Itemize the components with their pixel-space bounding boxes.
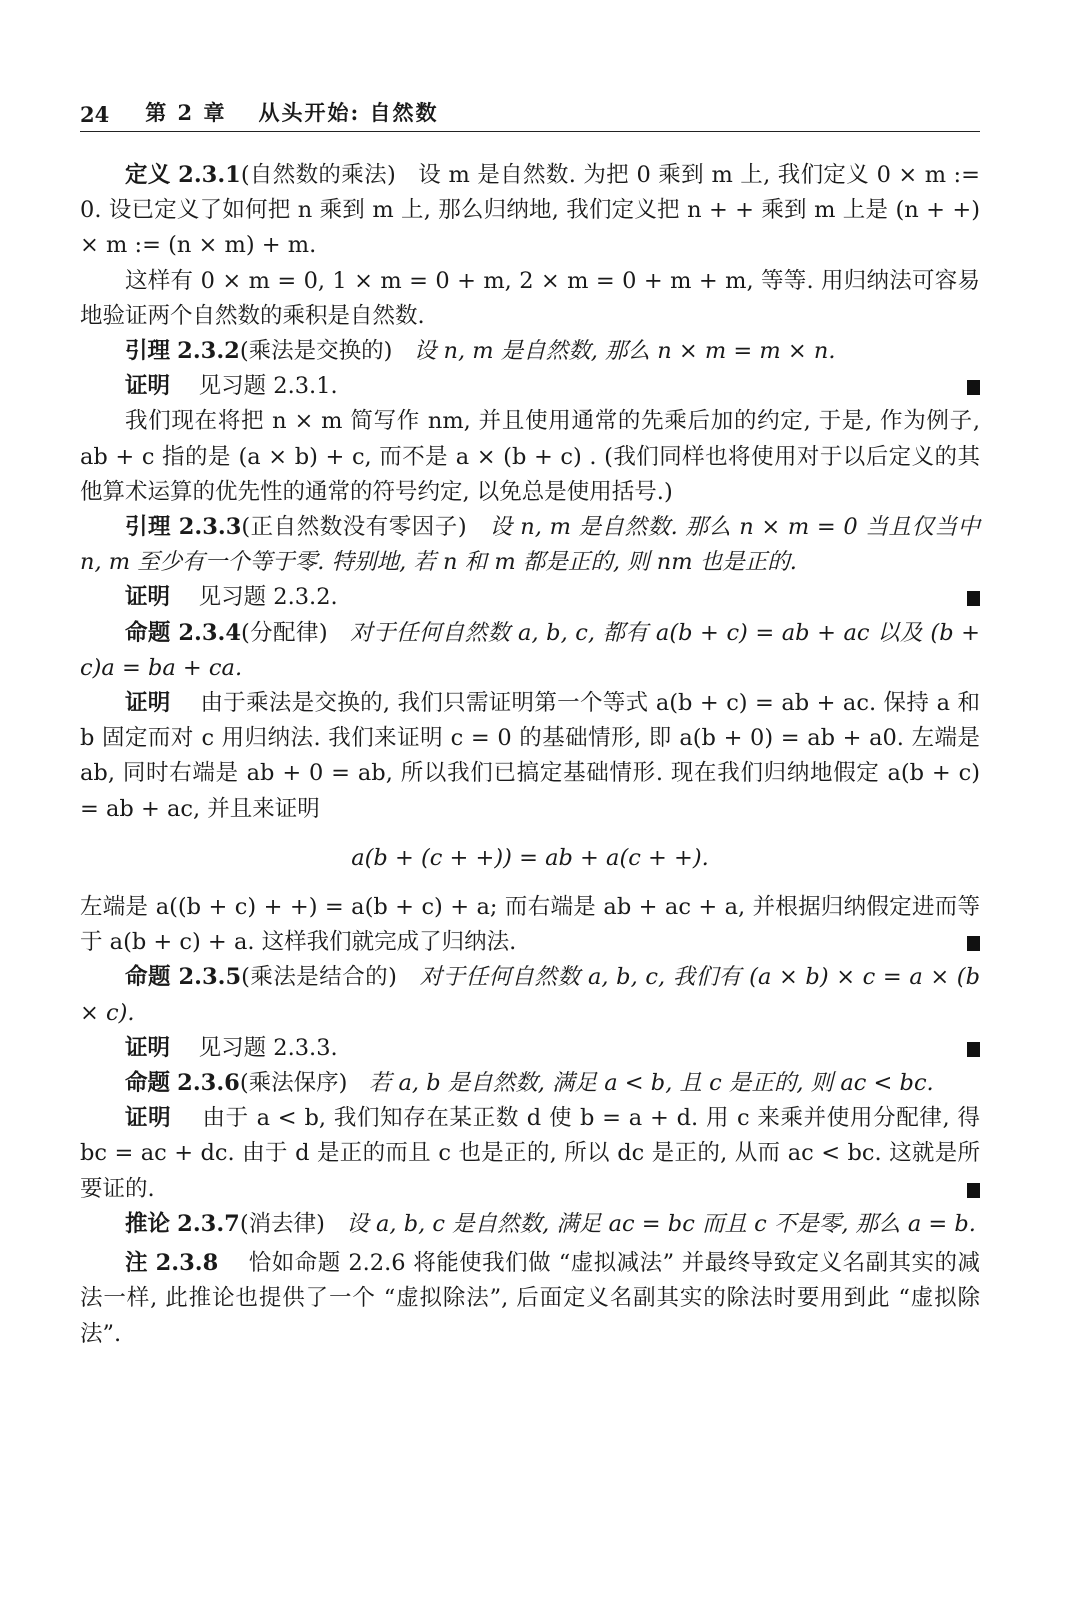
block-number: 2.3.3 [178,514,242,541]
proof-text: 见习题 2.3.3. [198,1034,338,1061]
proof-label: 证明 [125,584,171,611]
block-label: 推论 [125,1210,171,1237]
lemma-2-3-3 [80,510,980,580]
definition-2-3-1 [80,158,980,264]
block-label: 命题 [125,619,171,646]
corollary-2-3-7 [80,1207,980,1242]
block-title: (消去律) [239,1210,325,1237]
note-2-3-8 [80,1246,980,1352]
block-number: 2.3.1 [178,162,241,188]
block-text: 设 n, m 是自然数, 那么 n × m = m × n. [413,338,836,365]
proof-label: 证明 [125,1034,171,1061]
proof-text: 左端是 a((b + c) + +) = a(b + c) + a; 而右端是 ab + ac + a, 并根据归纳假定进而等于 a(b + c) + a. 这样我们就完成了归纳法. [80,894,980,956]
running-header [80,96,980,132]
block-number: 2.3.6 [177,1070,240,1097]
proposition-2-3-6 [80,1066,980,1101]
block-text: 恰如命题 2.2.6 将能使我们做 “虚拟减法” 并最终导致定义名副其实的减法一样, 此推论也提供了一个 “虚拟除法”, 后面定义名副其实的除法时要用到此 “虚拟除法”. [80,1250,980,1347]
block-title: (乘法是交换的) [239,338,393,365]
block-text: 设 a, b, c 是自然数, 满足 ac = bc 而且 c 不是零, 那么 a = b. [346,1210,976,1237]
proof-2-3-6 [80,1101,980,1207]
block-number: 2.3.2 [177,338,240,365]
block-number: 2.3.5 [178,964,242,991]
chapter-title: 从头开始: 自然数 [258,100,439,125]
page-body [80,158,980,1352]
block-text: 对于任何自然数 a, b, c, 我们有 (a × b) × c = a × (b × c). [80,964,980,1026]
proof-text: 见习题 2.3.2. [198,584,338,611]
qed-square-icon [967,1042,980,1057]
block-number: 2.3.4 [178,619,241,646]
block-title: (正自然数没有零因子) [241,514,467,541]
block-text: 设 n, m 是自然数. 那么 n × m = 0 当且仅当中 n, m 至少有一个等于零. 特别地, 若 n 和 m 都是正的, 则 nm 也是正的. [80,514,980,576]
display-equation: a(b + (c + +)) = ab + a(c + +). [351,844,709,871]
block-text: 若 a, b 是自然数, 满足 a < b, 且 c 是正的, 则 ac < bc. [368,1070,934,1097]
proof-2-3-2 [80,369,980,404]
block-label: 命题 [125,964,171,991]
proof-label: 证明 [125,690,171,717]
proof-text: 见习题 2.3.1. [198,373,338,400]
page-number: 24 [80,102,110,127]
lemma-2-3-2 [80,334,980,369]
block-label: 注 [125,1250,148,1277]
block-number: 2.3.7 [177,1210,240,1237]
proof-text: 由于乘法是交换的, 我们只需证明第一个等式 a(b + c) = ab + ac. 保持 a 和 b 固定而对 c 用归纳法. 我们来证明 c = 0 的基础情形, 即 a(b + 0) = ab + a0. 左端是 ab, 同时右端是 ab + 0 = ab, 所以我们已搞定基础情形. 现在我们归纳地假定 a(b + c) = ab + ac, 并且来证明 [80,690,981,822]
qed-square-icon [967,380,980,395]
proposition-2-3-5 [80,960,980,1030]
block-title: (乘法是结合的) [241,964,397,991]
proof-2-3-3 [80,580,980,615]
qed-square-icon [967,591,980,606]
block-label: 命题 [125,1070,171,1097]
proof-label: 证明 [125,373,171,400]
paragraph-products: 这样有 0 × m = 0, 1 × m = 0 + m, 2 × m = 0 + m + m, 等等. 用归纳法可容易地验证两个自然数的乘积是自然数. [80,267,980,329]
chapter-label: 第 2 章 [145,100,227,125]
block-number: 2.3.8 [155,1250,219,1277]
proof-2-3-5 [80,1031,980,1066]
block-label: 引理 [125,338,171,365]
block-label: 定义 [125,162,171,188]
block-title: (自然数的乘法) [240,162,396,188]
block-text: 设 m 是自然数. 为把 0 乘到 m 上, 我们定义 0 × m := 0. 设已定义了如何把 n 乘到 m 上, 那么归纳地, 我们定义把 n + + 乘到 m 上是 (n + +) × m := (n × m) + m. [80,162,980,259]
qed-square-icon [967,936,980,951]
proof-2-3-4 [80,686,980,827]
block-text: 对于任何自然数 a, b, c, 都有 a(b + c) = ab + ac 以及 (b + c)a = ba + ca. [80,619,980,681]
block-label: 引理 [125,514,172,541]
proposition-2-3-4 [80,616,980,686]
proof-2-3-4-continued [80,890,980,960]
paragraph-notation: 我们现在将把 n × m 简写作 nm, 并且使用通常的先乘后加的约定, 于是, 作为例子, ab + c 指的是 (a × b) + c, 而不是 a × (b + c) . (我们同样也将使用对于以后定义的其他算术运算的优先性的通常的符号约定, 以免总是使用括号.) [80,408,980,505]
proof-label: 证明 [125,1105,172,1132]
block-title: (乘法保序) [239,1070,348,1097]
block-title: (分配律) [240,619,328,646]
proof-text: 由于 a < b, 我们知存在某正数 d 使 b = a + d. 用 c 来乘并使用分配律, 得 bc = ac + dc. 由于 d 是正的而且 c 也是正的, 所以 dc 是正的, 从而 ac < bc. 这就是所要证的. [80,1105,980,1202]
qed-square-icon [967,1183,980,1198]
